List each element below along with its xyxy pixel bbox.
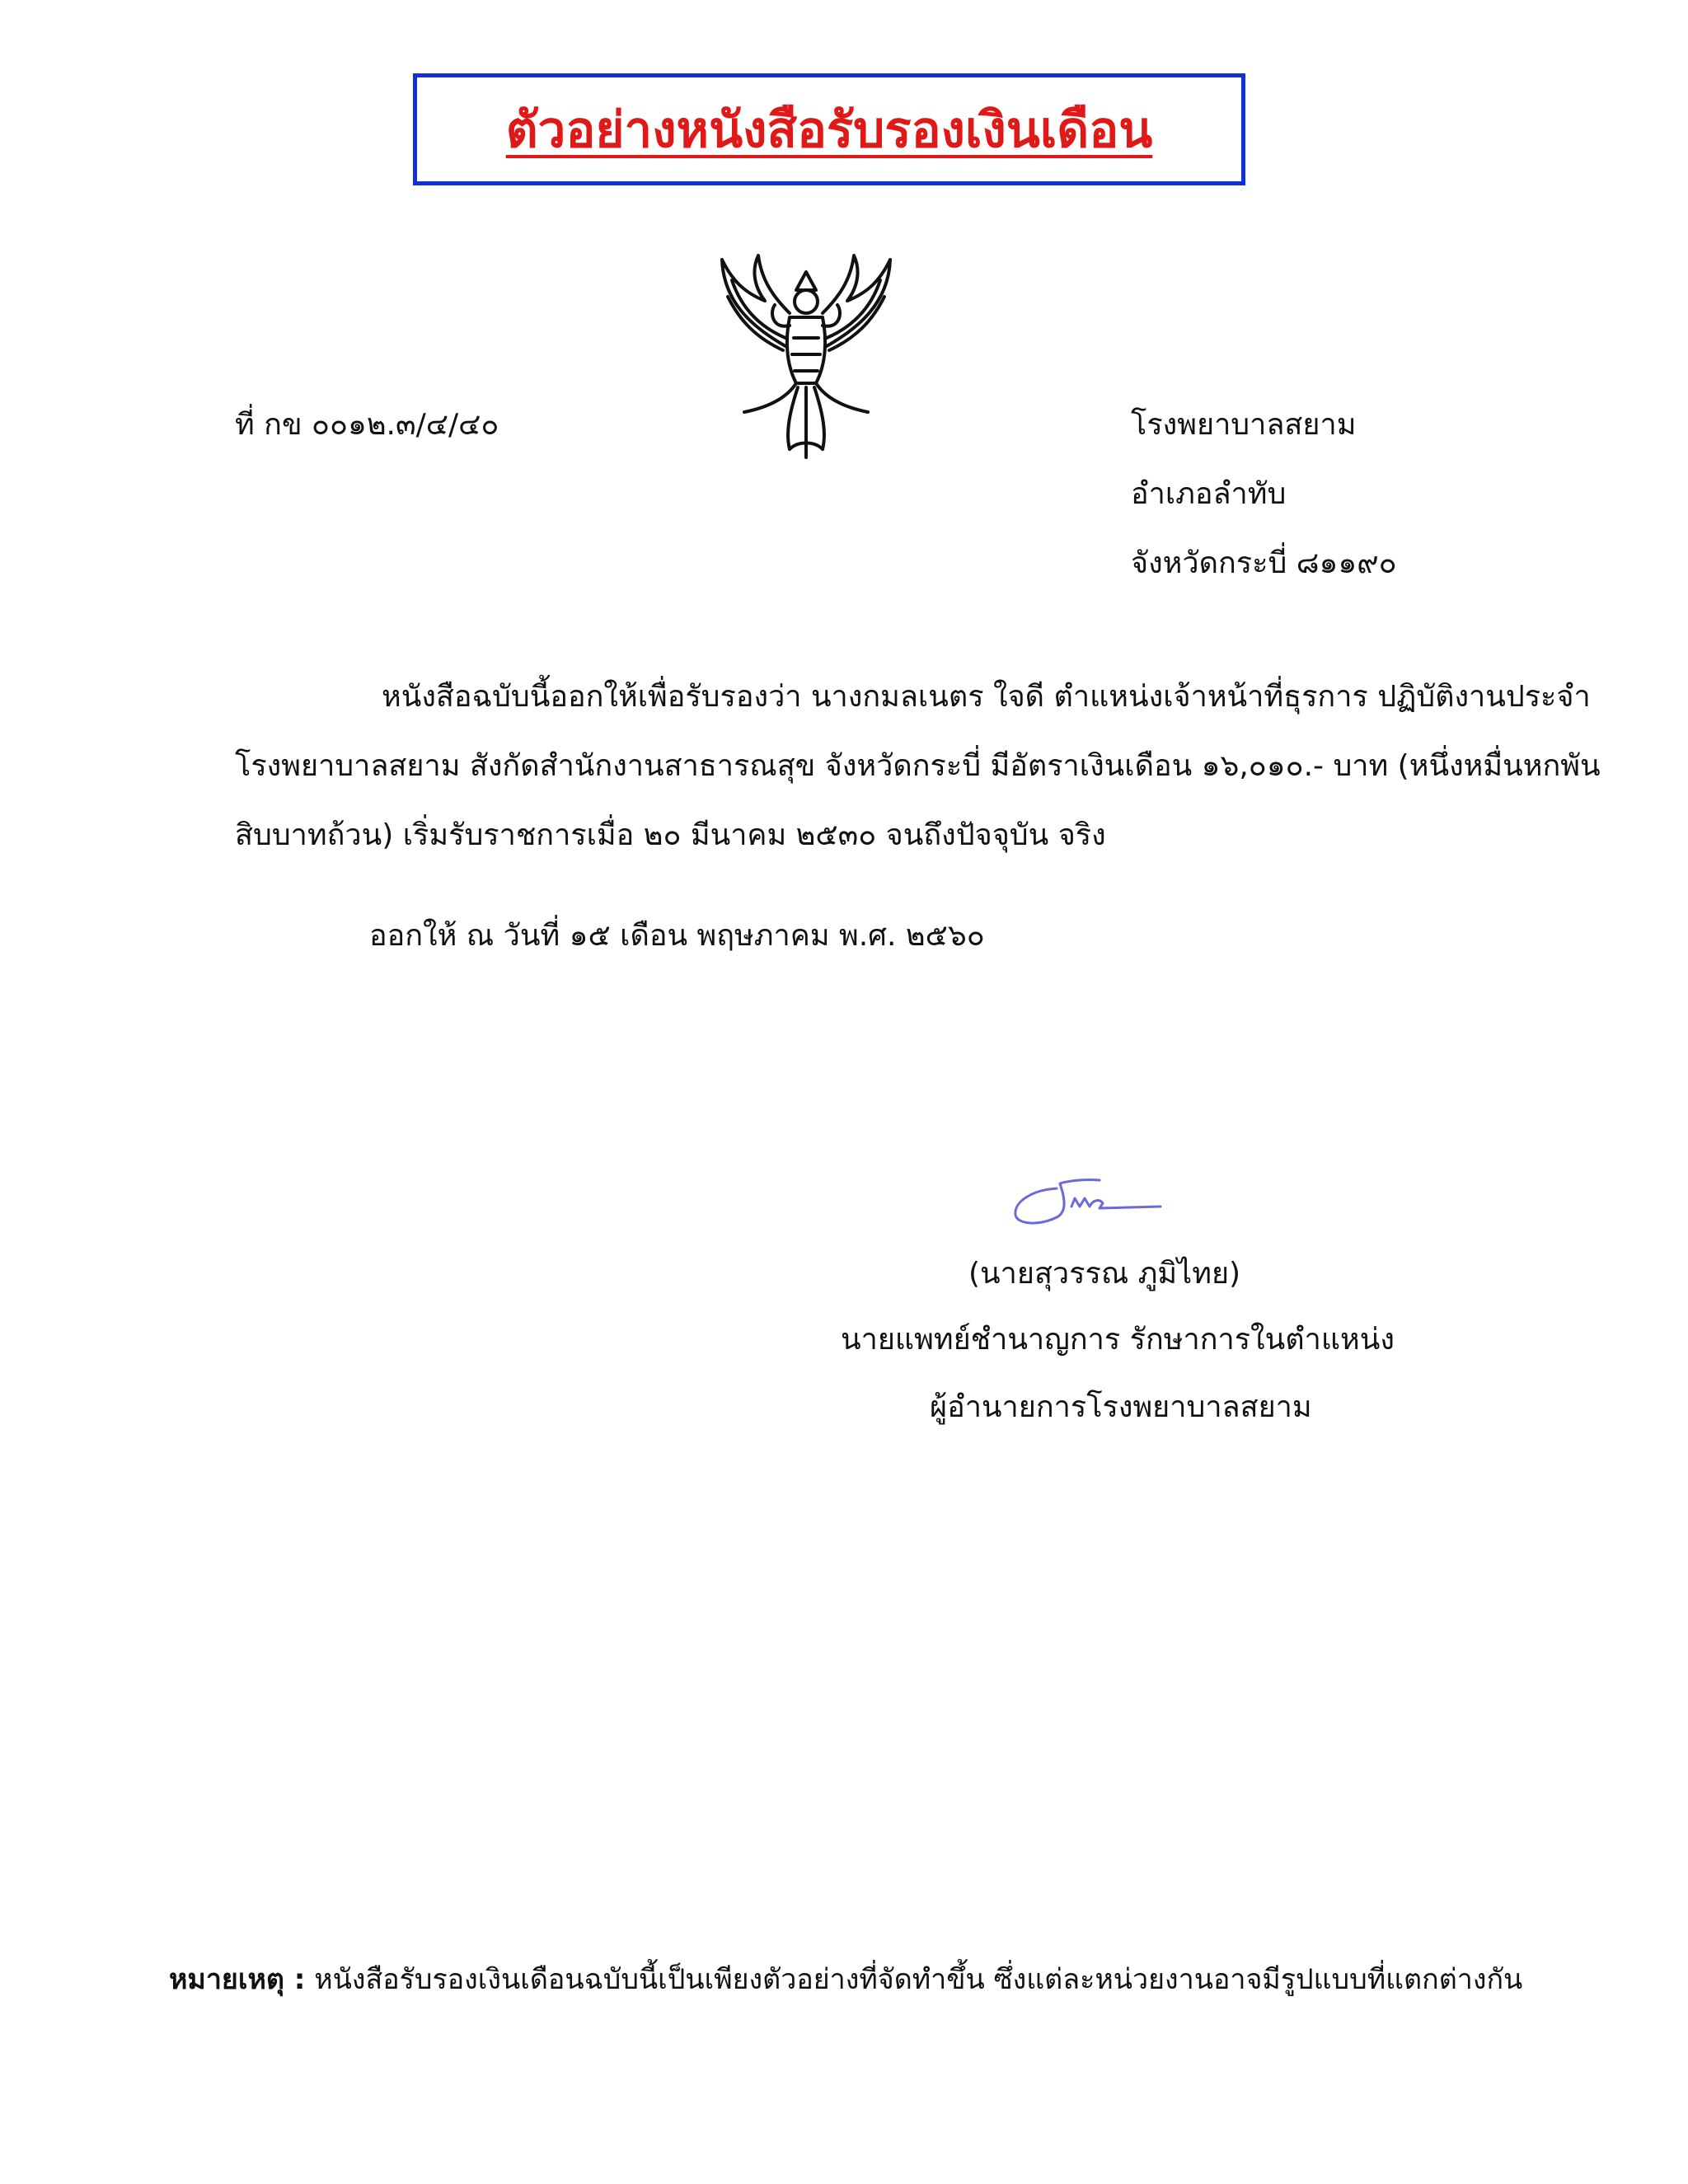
address-line-hospital: โรงพยาบาลสยาม: [1131, 408, 1357, 442]
signer-title: ผู้อำนายการโรงพยาบาลสยาม: [930, 1390, 1312, 1424]
body-line-1: หนังสือฉบับนี้ออกให้เพื่อรับรองว่า นางกมลเนตร ใจดี ตำแหน่งเจ้าหน้าที่ธุรการ ปฏิบัติงานประจำ: [382, 680, 1591, 714]
address-line-province: จังหวัดกระบี่ ๘๑๑๙๐: [1131, 546, 1397, 580]
signer-name: (นายสุวรรณ ภูมิไทย): [968, 1257, 1241, 1291]
body-line-3: สิบบาทถ้วน) เริ่มรับราชการเมื่อ ๒๐ มีนาคม ๒๕๓๐ จนถึงปัจจุบัน จริง: [235, 818, 1106, 852]
issue-date: ออกให้ ณ วันที่ ๑๕ เดือน พฤษภาคม พ.ศ. ๒๕๖๐: [369, 919, 985, 953]
document-title: ตัวอย่างหนังสือรับรองเงินเดือน: [505, 101, 1153, 159]
footer-note: [169, 1961, 1522, 1998]
note-label: หมายเหตุ :: [169, 1963, 306, 1996]
signature-scribble: [1007, 1170, 1164, 1233]
note-text: หนังสือรับรองเงินเดือนฉบับนี้เป็นเพียงตัวอย่างที่จัดทำขึ้น ซึ่งแต่ละหน่วยงานอาจมีรูปแบบที่แตกต่างกัน: [305, 1963, 1523, 1996]
reference-number: ที่ กข ๐๐๑๒.๓/๔/๔๐: [235, 408, 499, 442]
address-line-district: อำเภอลำทับ: [1131, 477, 1287, 511]
title-box: [413, 73, 1245, 185]
body-line-2: โรงพยาบาลสยาม สังกัดสำนักงานสาธารณสุข จังหวัดกระบี่ มีอัตราเงินเดือน ๑๖,๐๑๐.- บาท (หนึ่งหมื่นหกพัน: [235, 749, 1601, 783]
garuda-emblem-icon: [707, 247, 905, 462]
signer-position: นายแพทย์ชำนาญการ รักษาการในตำแหน่ง: [841, 1323, 1395, 1357]
